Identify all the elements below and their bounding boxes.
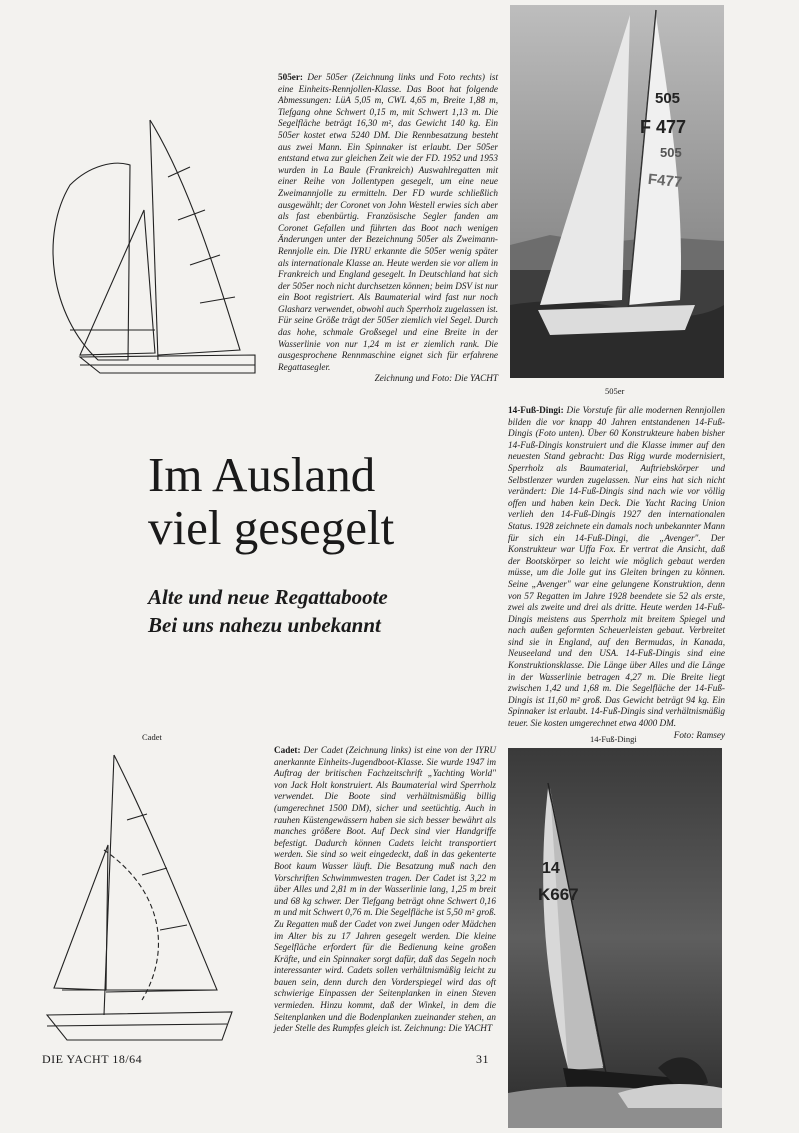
subheadline-1: Alte und neue Regattaboote	[148, 585, 388, 609]
dingi-article	[508, 405, 725, 730]
dingi-photo-caption: 14-Fuß-Dingi	[590, 734, 637, 744]
headline-line-1: Im Ausland	[148, 447, 376, 502]
cadet-credit: Zeichnung: Die YACHT	[404, 1023, 493, 1034]
dingi-lead: 14-Fuß-Dingi:	[508, 405, 564, 415]
cadet-body: Der Cadet (Zeichnung links) ist eine von der IYRU anerkannte Einheits-Jugendboot-Klasse. Sie wurde 1947 im Auftrag der britischen Fachzeitschrift „Yachting World" von Jack Holt konstruiert. Als Baumaterial wird Sperrholz verwendet. Die Boote sind verhältnismäßig billig (umgerechnet 1500 DM), sicher und seetüchtig. Auch in rauhen Küstengewässern haben sie sich besser bewährt als manches größere Boot. Auf Deck sind vier Handgriffe befestigt. Dadurch können Cadets leicht transportiert werden. Sie sind so weit eingedeckt, daß in das gekenterte Boot kaum Wasser läuft. Die Besatzung muß nach den Vorschriften Schwimmwesten tragen. Der Cadet ist 3,22 m über Alles und 2,81 m in der Wasserlinie lang, 1,25 m breit und 68 kg schwer. Der Tiefgang beträgt ohne Schwert 0,16 m und mit Schwert 0,76 m. Die Segelfläche ist 5,50 m² groß. Zu Regatten muß der Cadet von zwei Jungen oder Mädchen im Alter bis zu 17 Jahren gesegelt werden. Die kleine Segelfläche erfordert für die Bedienung keine großen Kräfte, und ein Spinnaker sorgt dafür, daß das Segeln noch interessanter wird. Cadets sollen verhältnismäßig leicht zu bauen sein, denn durch den Vorderspiegel wird das oft schwierige Einpassen der Seitenplanken in einen Steven vermieden. Hinzu kommt, daß der Winkel, in dem die Seitenplanken und die Bodenplanken zueinander stehen, an jeder Stelle des Rumpfes gleich ist.	[274, 745, 497, 1034]
footer-magazine: DIE YACHT 18/64	[42, 1052, 143, 1066]
505er-photo-caption: 505er	[605, 386, 625, 396]
sail-mark-14: 14	[542, 860, 560, 877]
sail-mark-f477-mirror: F477	[647, 170, 683, 192]
505er-credit: Zeichnung und Foto: Die YACHT	[374, 373, 498, 384]
505er-lead: 505er:	[278, 72, 303, 82]
cadet-lead: Cadet:	[274, 745, 301, 755]
footer-page-number: 31	[476, 1052, 489, 1066]
sail-mark-k667: K667	[538, 885, 579, 904]
dingi-photo	[508, 748, 722, 1128]
sail-mark-f477: F 477	[640, 117, 687, 137]
cadet-line-drawing	[42, 750, 242, 1045]
cadet-article	[274, 745, 496, 1035]
sail-mark-505-upper: 505	[655, 90, 681, 107]
dingi-body: Die Vorstufe für alle modernen Rennjollen bilden die vor knapp 40 Jahren entstandenen 14-Fuß-Dingis (Foto unten). Über 60 Konstrukteure haben bisher 14-Fuß-Dingis konstruiert und die Klasse immer auf den neuesten Stand gebracht: Das Rigg wurde modernisiert, Sperrholz als Baumaterial, Auftriebskörper und Selbstlenzer wurden zugelassen. Nur eins hat sich nicht verändert: Die 14-Fuß-Dingis sind nach wie vor völlig offen und haben kein Deck. Die Yacht Racing Union verlieh den 14-Fuß-Dingis 1927 den internationalen Status. 1928 zeichnete ein damals noch unbekannter Mann für sich ein 14-Fuß-Dingi, die „Avenger". Der Konstrukteur war Uffa Fox. Er vertrat die Ansicht, daß der Bootskörper so leicht wie möglich gebaut werden müsse, um die Jolle gut ins Gleiten bringen zu können. Seine „Avenger" war eine gelungene Konstruktion, denn von 57 Regatten im Jahre 1928 beendete sie 52 als erste, zwei als zweite und drei als dritte. Heute werden 14-Fuß-Dingis meistens aus Sperrholz mit breitem Spiegel und nach außen geformten Scheuerleisten gebaut. Verbreitet sind sie in England, auf den Bermudas, in Kanada, Neuseeland und den USA. 14-Fuß-Dingis sind eine Konstruktionsklasse. Die Länge über Alles und die Länge in der Wasserlinie betragen 4,27 m. Die Breite liegt zwischen 1,42 und 1,68 m. Die Segelfläche der 14-Fuß-Dingis ist 11,60 m² groß. Das Gewicht beträgt 94 kg. Ein Spinnaker ist erlaubt. 14-Fuß-Dingis sind verhältnismäßig teuer. Sie kosten umgerechnet etwa 4000 DM.	[508, 405, 726, 729]
sail-mark-505-lower: 505	[660, 145, 682, 160]
subheadline-2: Bei uns nahezu unbekannt	[148, 613, 381, 637]
505er-line-drawing	[40, 115, 265, 380]
505er-body: Der 505er (Zeichnung links und Foto rechts) ist eine Einheits-Rennjollen-Klasse. Das Boot hat folgende Abmessungen: LüA 5,05 m, CWL 4,65 m, Breite 1,88 m, Tiefgang ohne Schwert 0,15 m, mit Schwert 1,13 m. Die Segelfläche beträgt 16,30 m², das Gewicht 140 kg. Ein 505er kostet etwa 5240 DM. Die Rennbesatzung besteht aus zwei Mann. Ein Spinnaker ist erlaubt. Der 505er entstand etwa zur gleichen Zeit wie der FD. 1952 und 1953 wurden in La Baule (Frankreich) Auswahlregatten mit einer Reihe von Jollentypen gesegelt, um eine neue Zweimannjolle zu ermitteln. Der FD wurde schließlich ausgewählt; der Coronet von John Westell erwies sich aber als fast ebenbürtig. Französische Segler fanden am Coronet Gefallen und führten das Boot nach wenigen Änderungen unter der Bezeichnung 505er als Zweimann-Rennjolle ein. Die IYRU erkannte die 505er wenig später als internationale Klasse an. Heute werden sie vor allem in Frankreich und England gesegelt. In Deutschland hat sich der 505er noch nicht durchsetzen können; beim DSV ist nur ein Boot registriert. Als Baumaterial wird fast nur noch Glasharz verwendet, obwohl auch Sperrholz zugelassen ist. Für seine Größe trägt der 505er ziemlich viel Segel. Durch das hohe, schmale Großsegel und eine Breite in der Wasserlinie von nur 1,24 m ist er ziemlich rank. Die ausgesprochene Rennmaschine eignet sich für erfahrene Regattasegler.	[278, 72, 499, 372]
headline-line-2: viel gesegelt	[148, 500, 395, 555]
cadet-drawing-caption: Cadet	[142, 732, 162, 742]
505er-article	[278, 72, 498, 373]
dingi-credit: Foto: Ramsey	[673, 729, 725, 740]
505er-photo	[510, 5, 724, 378]
